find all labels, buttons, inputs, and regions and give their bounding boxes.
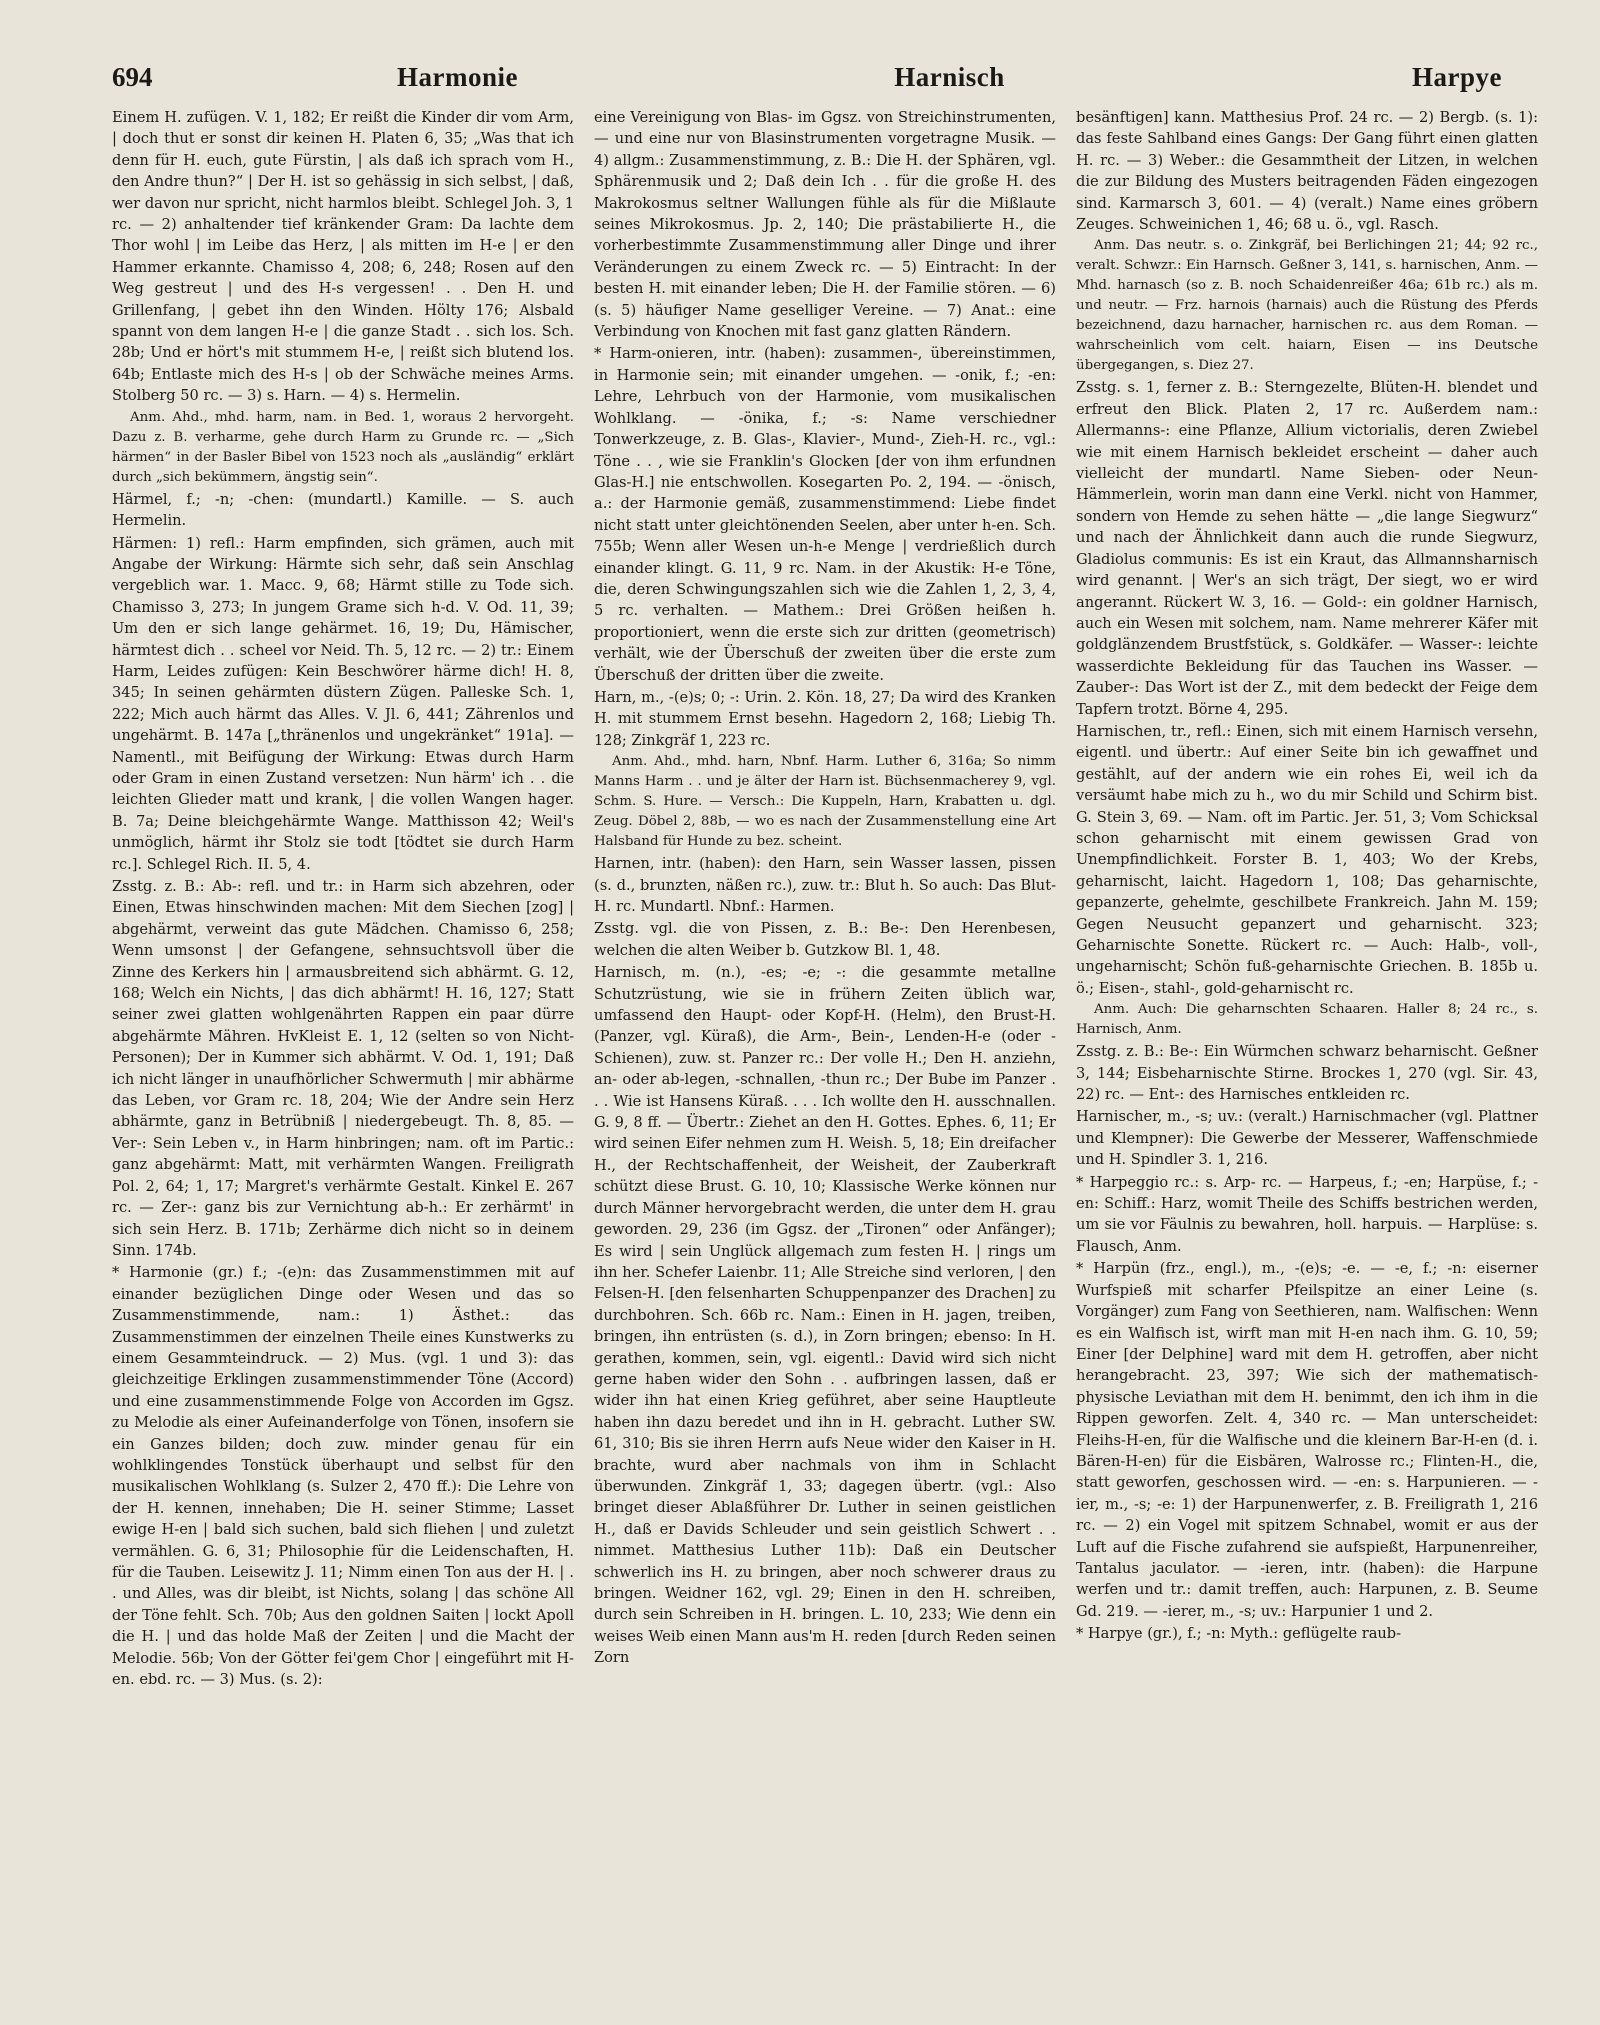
- dictionary-entry: Harnisch, m. (n.), -es; -e; -: die gesammte metallne Schutzrüstung, wie sie in frühern Zeiten üblich war, umfassend den Haupt- oder Kopf-H. (Helm), den Brust-H. (Panzer, vgl. Küraß), die Arm-, Bein-, Lenden-H-e (oder -Schienen), zuw. st. Panzer rc.: Der volle H.; Den H. anziehn, an- oder ab-legen, -schnallen, -thun rc.; Der Bube im Panzer . . . Wie ist Hansens Küraß. . . . Ich wollte den H. ausschnallen. G. 9, 8 ff. — Übertr.: Ziehet an den H. Gottes. Ephes. 6, 11; Er wird seinen Eifer nehmen zum H. Weish. 5, 18; Ein dreifacher H., der Rechtschaffenheit, der Weisheit, der Zauberkraft schützt diese Brust. G. 10, 10; Klassische Werke können nur durch Männer hervorgebracht werden, die unter dem H. grau geworden. 29, 236 (im Ggsz. der „Tironen“ oder Anfänger); Es wird | sein Unglück allgemach zum festen H. | rings um ihn her. Schefer Laienbr. 11; Alle Streiche sind verloren, | den Felsen-H. [den felsenharten Schuppenpanzer des Drachen] zu durchbohren. Sch. 66b rc. Nam.: Einen in H. jagen, treiben, bringen, ihn entrüsten (s. d.), in Zorn bringen; ebenso: In H. gerathen, kommen, sein, vgl. eigentl.: David wird sich nicht gerne haben wider den Sohn . . aufbringen lassen, daß er wider ihn hat einen Krieg geführet, aber seine Hauptleute haben ihn dazu beredet und ihn in H. gebracht. Luther SW. 61, 310; Bis sie ihren Herrn aufs Neue wider den Kaiser in H. brachte, wurd aber nachmals von ihm in Schlacht überwunden. Zinkgräf 1, 33; dagegen übertr. (vgl.: Also bringet dieser Ablaßführer Dr. Luther in seinen geistlichen H., daß er Davids Schleuder und sein geistlich Schwert . . nimmet. Matthesius Luther 11b): Daß ein Deutscher schwerlich ins H. zu bringen, aber noch schwerer draus zu bringen. Weidner 162, vgl. 29; Einen in den H. schreiben, durch sein Schreiben in H. bringen. L. 10, 233; Wie denn ein weises Weib einen Mann aus'm H. reden [durch Reden seinen Zorn: [594, 964, 1056, 1667]
- dictionary-entry: Harn, m., -(e)s; 0; -: Urin. 2. Kön. 18, 27; Da wird des Kranken H. mit stummem Ernst besehn. Hagedorn 2, 168; Liebig Th. 128; Zinkgräf 1, 223 rc.: [594, 688, 1056, 749]
- right-running-head: Harpye: [1411, 62, 1502, 92]
- column-right: [1076, 107, 1538, 1691]
- dictionary-entry: * Harpün (frz., engl.), m., -(e)s; -e. — -e, f.; -n: eiserner Wurfspieß mit scharfer Pfeilspitze an einer Leine (s. Vorgänger) zum Fang von Seethieren, nam. Walfischen: Wenn es ein Walfisch ist, wirft man mit H-en nach ihm. G. 10, 59; Einer [der Delphine] ward mit dem H. getroffen, aber nicht herangebracht. 23, 397; Wie sich der mathematisch-physische Leviathan mit dem H. benimmt, den ich ihm in die Rippen geworfen. Zelt. 4, 340 rc. — Man unterscheidet: Fleihs-H-en, für die Walfische und die kleinern Bar-H-en (d. i. Bären-H-en) für die Eisbären, Walrosse rc.; Flinten-H., die, statt geworfen, geschossen wird. — -en: s. Harpunieren. — -ier, m., -s; -e: 1) der Harpunenwerfer, z. B. Freiligrath 1, 216 rc. — 2) ein Vogel mit spitzem Schnabel, womit er aus der Luft auf die Fische zufahrend sie aufspießt, Harpunenreiher, Tantalus jaculator. — -ieren, intr. (haben): die Harpune werfen und tr.: damit treffen, auch: Harpunen, z. B. Seume Gd. 219. — -ierer, m., -s; uv.: Harpunier 1 und 2.: [1076, 1260, 1538, 1620]
- dictionary-entry: Zsstg. vgl. die von Pissen, z. B.: Be-: Den Herenbesen, welchen die alten Weiber b. Gutzkow Bl. 1, 48.: [594, 920, 1056, 959]
- dictionary-entry: * Harpye (gr.), f.; -n: Myth.: geflügelte raub-: [1076, 1625, 1402, 1643]
- dictionary-entry: Harnen, intr. (haben): den Harn, sein Wasser lassen, pissen (s. d., brunzten, näßen rc.), zuw. tr.: Blut h. So auch: Das Blut-H. rc. Mundartl. Nbnf.: Harmen.: [594, 855, 1056, 915]
- page-number: 694: [112, 62, 153, 92]
- dictionary-entry: * Harpeggio rc.: s. Arp- rc. — Harpeus, f.; -en; Harpüse, f.; -en: Schiff.: Harz, womit Theile des Schiffs bestrichen werden, um sie vor Fäulnis zu bewahren, holl. harpuis. — Harplüse: s. Flausch, Anm.: [1076, 1173, 1538, 1255]
- column-middle: [594, 107, 1056, 1691]
- dictionary-entry: Härmel, f.; -n; -chen: (mundartl.) Kamille. — S. auch Hermelin.: [112, 490, 574, 530]
- dictionary-entry: Einem H. zufügen. V. 1, 182; Er reißt die Kinder dir vom Arm, | doch thut er sonst dir keinen H. Platen 6, 35; „Was that ich denn für H. euch, gute Fürstin, | als daß ich sprach vom H., den Andre thun?“ | Der H. ist so gehässig in sich selbst, | daß, wer davon nur spricht, nicht harmlos bleibt. Schlegel Joh. 3, 1 rc. — 2) anhaltender tief kränkender Gram: Da lachte dem Thor wohl | im Leibe das Herz, | als mitten im H-e | er den Hammer erkannte. Chamisso 4, 208; 6, 248; Rosen auf den Weg gestreut | und des H-s vergessen! . . Den H. und Grillenfang, | gebet ihn den Winden. Hölty 176; Alsbald spannt von dem langen H-e | die ganze Stadt . . sich los. Sch. 28b; Und er hört's mit stummem H-e, | reißt sich blutend los. 64b; Entlaste mich des H-s | ob der Schwäche meines Arms. Stolberg 50 rc. — 3) s. Harn. — 4) s. Hermelin.: [112, 109, 574, 405]
- dictionary-entry: besänftigen] kann. Matthesius Prof. 24 rc. — 2) Bergb. (s. 1): das feste Sahlband eines Gangs: Der Gang führt einen glatten H. rc. — 3) Weber.: die Gesammtheit der Litzen, in welchen die zur Bildung des Musters beitragenden Fäden eingezogen sind. Karmarsch 3, 601. — 4) (veralt.) Name eines gröbern Zeuges. Schweinichen 1, 46; 68 u. ö., vgl. Rasch.: [1076, 109, 1538, 234]
- dictionary-entry: Zsstg. s. 1, ferner z. B.: Sterngezelte, Blüten-H. blendet und erfreut den Blick. Platen 2, 17 rc. Außerdem nam.: Allermanns-: eine Pflanze, Allium victorialis, deren Zwiebel wie mit einem Harnisch bekleidet erscheint — daher auch vielleicht der mundartl. Name Sieben- oder Neun-Hämmerlein, worin man dann eine Verkl. nicht von Hammer, sondern von Hemde zu sehen hätte — „die lange Siegwurz“ und nach der Ähnlichkeit dann auch die runde Siegwurz, Gladiolus communis: Es ist ein Kraut, das Allmannsharnisch wird genannt. | Wer's an sich trägt, Der siegt, wo er wird angerannt. Rückert W. 3, 16. — Gold-: ein goldner Harnisch, auch ein Wesen mit solchem, nam. Name mehrerer Käfer mit goldglänzendem Brustfstück, s. Goldkäfer. — Wasser-: leichte wasserdichte Bekleidung für das Tauchen ins Wasser. — Zauber-: Das Wort ist der Z., mit dem bedeckt der Feige dem Tapfern trotzt. Börne 4, 295.: [1076, 379, 1538, 718]
- page-header: [112, 62, 1542, 93]
- left-running-head: Harmonie: [397, 62, 518, 92]
- dictionary-entry: Zsstg. z. B.: Ab-: refl. und tr.: in Harm sich abzehren, oder Einen, Etwas hinschwinden machen: Mit dem Siechen [zog] | abgehärmt, verweint das gute Mädchen. Chamisso 6, 258; Wenn umsonst | der Gefangene, sehnsuchtsvoll über die Zinne des Kerkers hin | armausbreitend sich abhärmt. G. 12, 168; Welch ein Nichts, | das dich abhärmt! H. 16, 127; Statt seiner zwei glatten wohlgenährten Rappen ein paar dürre abgehärmte Mähren. HvKleist E. 1, 12 (selten so von Nicht-Personen); Der in Kummer sich abhärmt. V. Od. 1, 191; Daß ich nicht länger in unaufhörlicher Schwermuth | mir abhärme das Leben, vor Gram rc. 18, 204; Wie der Andre sein Herz abhärmte, ganz in Betrübniß | niedergebeugt. Th. 8, 85. — Ver-: Sein Leben v., in Harm hinbringen; nam. oft im Partic.: ganz abgehärmt: Matt, mit verhärmten Wangen. Freiligrath Pol. 2, 64; 1, 17; Margret's verhärmte Gestalt. Kinkel E. 267 rc. — Zer-: ganz bis zur Vernichtung ab-h.: Er zerhärmt' in sich sein Herz. B. 171b; Zerhärme dich nicht so in deinem Sinn. 174b.: [112, 878, 574, 1259]
- dictionary-entry: Harnischen, tr., refl.: Einen, sich mit einem Harnisch versehn, eigentl. und übertr.: Auf einer Seite bin ich gewaffnet und gestählt, auf der andern wie ein rohes Ei, weil ich da versäumt habe mich zu h., wo du mir Schild und Schirm bist. G. Stein 3, 69. — Nam. oft im Partic. Jer. 51, 3; Vom Schicksal schon geharnischt mit einem gewissen Grad von Unempfindlichkeit. Forster B. 1, 403; Wo der Krebs, geharnischt, laicht. Hagedorn 1, 108; Das geharnischte, gepanzerte, gehelmte, geschilbete Frankreich. Jahn M. 159; Gegen Neusucht gepanzert und geharnischt. 323; Geharnischte Sonette. Rückert rc. — Auch: Halb-, voll-, ungeharnischt; Schön fuß-geharnischte Griechen. B. 185b u. ö.; Eisen-, stahl-, gold-geharnischt rc.: [1076, 722, 1538, 997]
- dictionary-entry: * Harm-onieren, intr. (haben): zusammen-, übereinstimmen, in Harmonie sein; mit einander umgehen. — -onik, f.; -en: Lehre, Lehrbuch von der Harmonie, vom musikalischen Wohlklang. — -önika, f.; -s: Name verschiedner Tonwerkzeuge, z. B. Glas-, Klavier-, Mund-, Zieh-H. rc., vgl.: Töne . . , wie sie Franklin's Glocken [der von ihm erfundnen Glas-H.] nie entschwollen. Kosegarten Po. 2, 194. — -önisch, a.: der Harmonie gemäß, zusammenstimmend: Liebe findet nicht statt unter gleichtönenden Seelen, aber unter h-en. Sch. 755b; Wenn aller Wesen un-h-e Menge | verdrießlich durch einander klingt. G. 11, 9 rc. Nam. in der Akustik: H-e Töne, die, deren Schwingungszahlen sich wie die Zahlen 1, 2, 3, 4, 5 rc. verhalten. — Mathem.: Drei Größen heißen h. proportioniert, wenn die erste sich zur dritten (geometrisch) verhält, wie der Überschuß der zweiten über die erste zum Überschuß der dritten über die zweite.: [594, 345, 1056, 684]
- dictionary-entry: * Harmonie (gr.) f.; -(e)n: das Zusammenstimmen mit auf einander bezüglichen Dinge oder Wesen und das so Zusammenstimmende, nam.: 1) Ästhet.: das Zusammenstimmen der einzelnen Theile eines Kunstwerks zu einem Gesammteindruck. — 2) Mus. (vgl. 1 und 3): das gleichzeitige Erklingen zusammenstimmender Töne (Accord) und eine zusammenstimmende Folge von Accorden im Ggsz. zu Melodie als einer Aufeinanderfolge von Tönen, insofern sie ein Ganzes bilden; doch zuw. minder genau für ein wohlklingendes Tonstück überhaupt und selbst für den musikalischen Wohlklang (s. Sulzer 2, 470 ff.): Die Lehre von der H. kennen, innehaben; Die H. seiner Stimme; Lasset ewige H-en | bald sich suchen, bald sich fliehen | und zuletzt vermählen. G. 6, 31; Philosophie für die Leidenschaften, H. für die Tauben. Leisewitz J. 11; Nimm einen Ton aus der H. | . . und Alles, was dir bleibt, ist Nichts, solang | das schöne All der Töne fehlt. Sch. 70b; Aus den goldnen Saiten | lockt Apoll die H. | und das holde Maß der Zeiten | und die Macht der Melodie. 56b; Von der Götter fei'gem Chor | eingeführt mit H-en. ebd. rc. — 3) Mus. (s. 2):: [112, 1264, 574, 1689]
- dictionary-entry: Härmen: 1) refl.: Harm empfinden, sich grämen, auch mit Angabe der Wirkung: Härmte sich sehr, daß sein Anschlag vergeblich war. 1. Macc. 9, 68; Härmt stille zu Tode sich. Chamisso 3, 273; In jungem Grame sich h-d. V. Od. 11, 39; Um den er sich lange gehärmet. 16, 19; Du, Hämischer, härmtest dich . . scheel vor Neid. Th. 5, 12 rc. — 2) tr.: Einem Harm, Leides zufügen: Kein Beschwörer härme dich! H. 8, 345; In seinen gehärmten düstern Zügen. Palleske Sch. 1, 222; Mich auch härmt das Alles. V. Jl. 6, 441; Zährenlos und ungehärmt. B. 147a [„thränenlos und ungekränket“ 191a]. — Namentl., mit Beifügung der Wirkung: Etwas durch Harm oder Gram in einen Zustand versetzen: Nun härm' ich . . die leichten Glieder matt und krank, | die vollen Wangen hager. B. 7a; Deine bleichgehärmte Wange. Matthisson 42; Weil's unmöglich, härmt ihr Stolz sie todt [tödtet sie durch Harm rc.]. Schlegel Rich. II. 5, 4.: [112, 534, 574, 873]
- center-running-head: Harnisch: [894, 62, 1005, 92]
- entry-note: Anm. Ahd., mhd. harn, Nbnf. Harm. Luther 6, 316a; So nimm Manns Harm . . und je älter der Harn ist. Büchsenmacherey 9, vgl. Schm. S. Hure. — Versch.: Die Kuppeln, Harn, Krabatten u. dgl. Zeug. Döbel 2, 88b, — wo es nach der Zusammenstellung eine Art Halsband für Hunde zu bez. scheint.: [594, 754, 1056, 850]
- entry-note: Anm. Auch: Die geharnschten Schaaren. Haller 8; 24 rc., s. Harnisch, Anm.: [1076, 1002, 1538, 1038]
- text-columns: [112, 107, 1542, 1691]
- column-left: [112, 107, 574, 1691]
- dictionary-entry: eine Vereinigung von Blas- im Ggsz. von Streichinstrumenten, — und eine nur von Blasinstrumenten vorgetragne Musik. — 4) allgm.: Zusammenstimmung, z. B.: Die H. der Sphären, vgl. Sphärenmusik und 2; Daß dein Ich . . für die große H. des Makrokosmus seltner Wallungen fühle als für die Mißlaute seines Mikrokosmus. Jp. 2, 140; Die prästabilierte H., die vorherbestimmte Zusammenstimmung aller Dinge und ihrer Veränderungen zu einem Zweck rc. — 5) Eintracht: In der besten H. mit einander leben; Die H. der Familie stören. — 6) (s. 5) häufiger Name geselliger Vereine. — 7) Anat.: eine Verbindung von Knochen mit fast ganz glatten Rändern.: [594, 109, 1056, 341]
- entry-note: Anm. Das neutr. s. o. Zinkgräf, bei Berlichingen 21; 44; 92 rc., veralt. Schwzr.: Ein Harnsch. Geßner 3, 141, s. harnischen, Anm. — Mhd. harnasch (so z. B. noch Schaidenreißer 46a; 61b rc.) als m. und neutr. — Frz. harnois (harnais) auch die Rüstung des Pferds bezeichnend, dazu harnacher, harnischen rc. aus dem Roman. — wahrscheinlich vom celt. haiarn, Eisen — ins Deutsche übergegangen, s. Diez 27.: [1076, 238, 1538, 374]
- dictionary-entry: Harnischer, m., -s; uv.: (veralt.) Harnischmacher (vgl. Plattner und Klempner): Die Gewerbe der Messerer, Waffenschmiede und H. Spindler 3. 1, 216.: [1076, 1108, 1538, 1169]
- entry-note: Anm. Ahd., mhd. harm, nam. in Bed. 1, woraus 2 hervorgeht. Dazu z. B. verharme, gehe durch Harm zu Grunde rc. — „Sich härmen“ in der Basler Bibel von 1523 noch als „ausländig“ erklärt durch „sich bekümmern, ängstig sein“.: [112, 409, 574, 485]
- dictionary-entry: Zsstg. z. B.: Be-: Ein Würmchen schwarz beharnischt. Geßner 3, 144; Eisbeharnischte Stirne. Brockes 1, 270 (vgl. Sir. 43, 22) rc. — Ent-: des Harnisches entkleiden rc.: [1076, 1043, 1538, 1104]
